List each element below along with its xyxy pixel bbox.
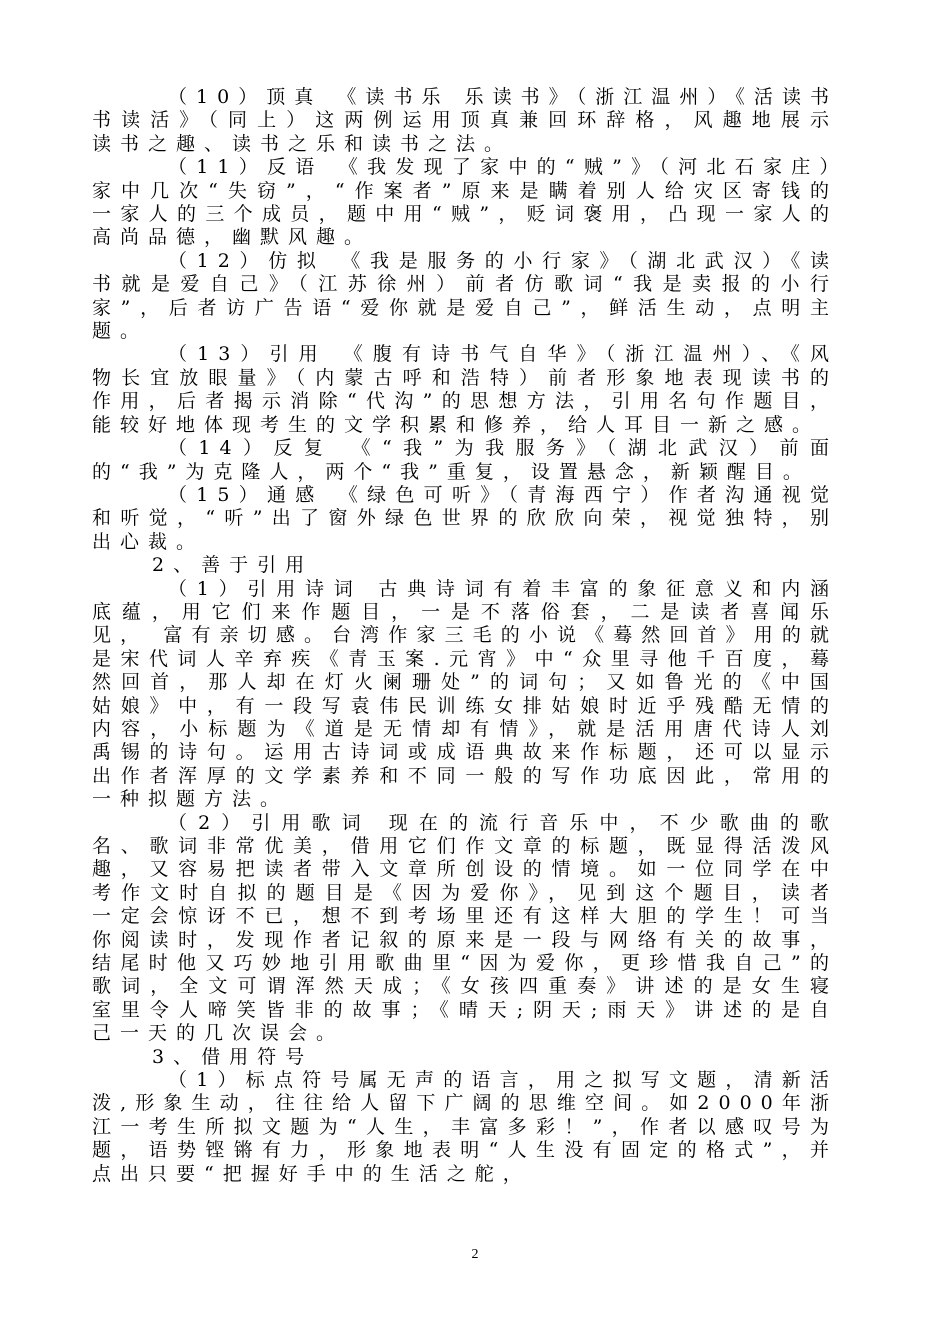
paragraph-quote-lyrics: （2）引用歌词 现在的流行音乐中，不少歌曲的歌名、歌词非常优美，借用它们作文章的标题，既显得活泼风趣，又容易把读者带入文章所创设的情境。如一位同学在中考作文时自拟的题目是《因为爱你》，见到这个题目，读者一定会惊讶不已，想不到考场里还有这样大胆的学生！可当你阅读时，发现作者记叙的原来是一段与网络有关的故事，结尾时他又巧妙地引用歌曲里“因为爱你，更珍惜我自己”的歌词，全文可谓浑然天成；《女孩四重奏》讲述的是女生寝室里令人啼笑皆非的故事；《晴天;阴天;雨天》讲述的是自己一天的几次误会。 <box>92 811 838 1045</box>
paragraph-topic-14: （14）反复 《“我”为我服务》（湖北武汉）前面的“我”为克隆人，两个“我”重复，设置悬念，新颖醒目。 <box>92 437 838 483</box>
section-heading-2: 2、善于引用 <box>152 554 314 577</box>
paragraph-topic-12: （12）仿拟 《我是服务的小行家》（湖北武汉）《读书就是爱自己》（江苏徐州）前者仿歌词“我是卖报的小行家”，后者访广告语“爱你就是爱自己”，鲜活生动，点明主题。 <box>92 249 838 343</box>
paragraph-topic-11: （11）反语 《我发现了家中的“贼”》（河北石家庄）家中几次“失窃”，“作案者”原来是瞒着别人给灾区寄钱的一家人的三个成员，题中用“贼”，贬词褒用，凸现一家人的高尚品德，幽默风趣。 <box>92 156 838 249</box>
section-heading-3: 3、借用符号 <box>152 1045 314 1068</box>
document-body <box>92 86 838 1186</box>
paragraph-topic-10: （10）顶真 《读书乐 乐读书》（浙江温州）《活读书 书读活》（同上）这两例运用顶真兼回环辞格，风趣地展示读书之趣、读书之乐和读书之法。 <box>92 86 838 155</box>
paragraph-topic-13: （13）引用 《腹有诗书气自华》（浙江温州）、《风物长宜放眼量》（内蒙古呼和浩特）前者形象地表现读书的作用，后者揭示消除“代沟”的思想方法，引用名句作题目，能较好地体现考生的文学积累和修养，给人耳目一新之感。 <box>92 343 838 436</box>
paragraph-punctuation: （1）标点符号属无声的语言，用之拟写文题，清新活泼,形象生动，往往给人留下广阔的思维空间。如2000年浙江一考生所拟文题为“人生，丰富多彩！”，作者以感叹号为题，语势铿锵有力，形象地表明“人生没有固定的格式”，并点出只要“把握好手中的生活之舵， <box>92 1069 838 1185</box>
paragraph-topic-15: （15）通感 《绿色可听》（青海西宁）作者沟通视觉和听觉，“听”出了窗外绿色世界的欣欣向荣，视觉独特，别出心裁。 <box>92 483 838 553</box>
page-number: 2 <box>471 1247 479 1262</box>
paragraph-quote-poetry: （1）引用诗词 古典诗词有着丰富的象征意义和内涵底蕴，用它们来作题目，一是不落俗套，二是读者喜闻乐见， 富有亲切感。台湾作家三毛的小说《蓦然回首》用的就是宋代词人辛弃疾《青玉案.元宵》中“众里寻他千百度，蓦然回首，那人却在灯火阑珊处”的词句；又如鲁光的《中国姑娘》中，有一段写袁伟民训练女排姑娘时近乎残酷无情的内容，小标题为《道是无情却有情》，就是活用唐代诗人刘禹锡的诗句。运用古诗词或成语典故来作标题，还可以显示出作者浑厚的文学素养和不同一般的写作功底因此，常用的一种拟题方法。 <box>92 577 838 811</box>
